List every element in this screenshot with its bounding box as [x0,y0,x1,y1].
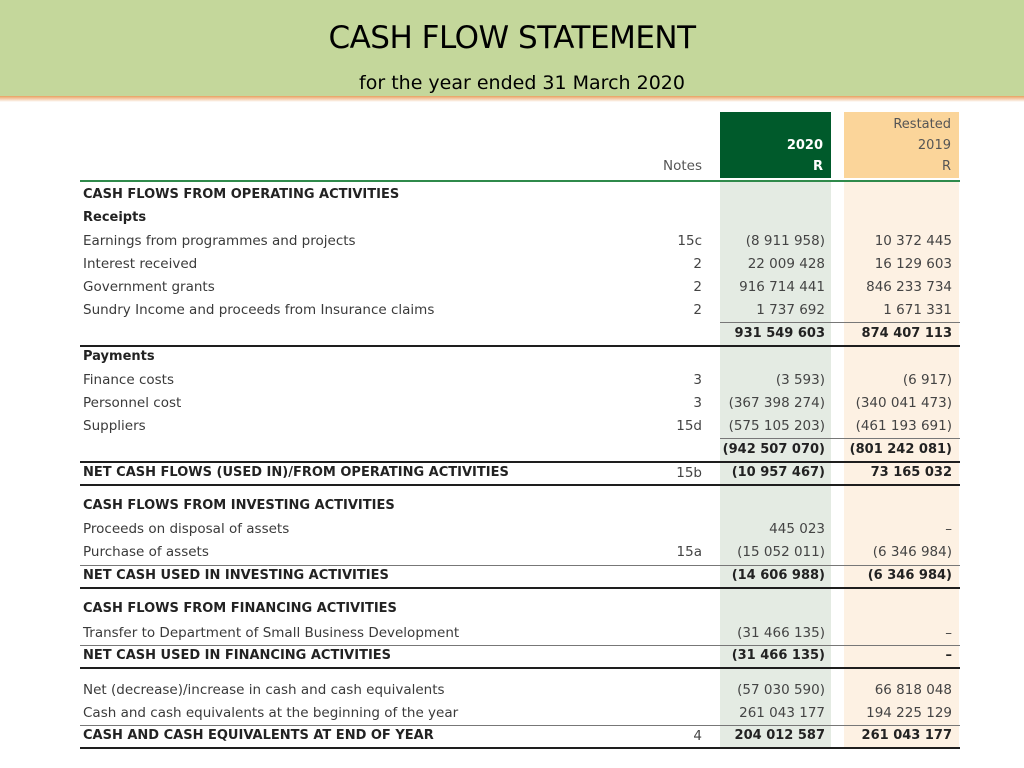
row-value-2020: (8 911 958) [745,233,825,249]
row-value-2019: (340 041 473) [855,395,952,411]
column-header-2020 [720,112,831,178]
row-note: 2 [693,279,702,295]
row-note: 15c [677,233,702,249]
subtotal-value-2020: 931 549 603 [734,326,825,341]
table-row [80,253,960,275]
table-row [80,276,960,298]
row-value-2019: 16 129 603 [874,256,952,272]
row-value-2019: – [945,648,952,663]
column-header-2020-year: 2020 [786,138,823,153]
table-row [80,207,960,229]
table-row [80,565,960,587]
row-value-2019: 73 165 032 [870,465,952,480]
table-row [80,369,960,391]
table-row [80,495,960,517]
row-value-2019: 66 818 048 [874,682,952,698]
row-label: CASH FLOWS FROM INVESTING ACTIVITIES [83,498,395,513]
row-value-2020: (10 957 467) [731,465,825,480]
subtotal-value-2019: (801 242 081) [849,442,952,457]
row-note: 15d [676,418,702,434]
table-row [80,392,960,414]
investing-net-rule [80,587,960,589]
column-header-2019 [844,112,959,178]
row-note: 4 [693,728,702,744]
column-header-2019-unit: R [941,159,951,174]
column-header-2019-year: 2019 [917,138,951,153]
table-row [80,184,960,206]
row-value-2020: (3 593) [775,372,825,388]
row-label: CASH AND CASH EQUIVALENTS AT END OF YEAR [83,728,434,743]
row-value-2019: 10 372 445 [874,233,952,249]
row-note: 3 [693,372,702,388]
row-label: Finance costs [83,372,174,388]
row-value-2020: 204 012 587 [734,728,825,743]
column-header-2019-prefix: Restated [893,117,951,132]
row-value-2019: (6 346 984) [872,544,952,560]
table-row [80,299,960,321]
subtotal-value-2019: 874 407 113 [861,326,952,341]
notes-column-header: Notes [663,158,702,174]
row-label: Interest received [83,256,198,272]
row-value-2020: (31 466 135) [731,648,825,663]
row-label: Suppliers [83,418,146,434]
row-value-2020: 1 737 692 [756,302,825,318]
subtitle-text: for the year ended 31 March 2020 [359,72,685,94]
row-value-2020: (57 030 590) [737,682,825,698]
financing-net-rule [80,667,960,669]
row-label: Cash and cash equivalents at the beginning of the year [83,705,459,721]
table-row [80,230,960,252]
row-label: Payments [83,349,155,364]
row-note: 2 [693,256,702,272]
page-subtitle [0,72,1024,94]
row-label: Transfer to Department of Small Business Development [83,625,460,641]
subtotal-row [80,439,960,461]
row-value-2019: 261 043 177 [861,728,952,743]
subtotal-row [80,323,960,345]
table-top-rule [80,180,960,182]
row-value-2020: 261 043 177 [739,705,825,721]
row-note: 2 [693,302,702,318]
row-value-2020: (575 105 203) [728,418,825,434]
row-label: NET CASH FLOWS (USED IN)/FROM OPERATING ACTIVITIES [83,465,509,480]
row-label: NET CASH USED IN INVESTING ACTIVITIES [83,568,389,583]
table-row [80,346,960,368]
table-row [80,679,960,701]
row-label: CASH FLOWS FROM OPERATING ACTIVITIES [83,187,400,202]
page-title: CASH FLOW STATEMENT [328,20,696,56]
row-label: Purchase of assets [83,544,209,560]
row-value-2020: 916 714 441 [739,279,825,295]
table-row [80,541,960,563]
operating-net-rule [80,484,960,486]
table-row [80,645,960,667]
row-label: Proceeds on disposal of assets [83,521,290,537]
banner-shadow [0,96,1024,102]
row-value-2019: 194 225 129 [866,705,952,721]
row-label: NET CASH USED IN FINANCING ACTIVITIES [83,648,392,663]
table-row [80,518,960,540]
table-row [80,725,960,747]
row-label: Government grants [83,279,215,295]
table-row [80,598,960,620]
row-value-2020: (367 398 274) [728,395,825,411]
row-value-2019: (6 917) [902,372,952,388]
row-value-2019: – [945,521,952,537]
table-row [80,622,960,644]
row-value-2019: (461 193 691) [855,418,952,434]
row-value-2020: (15 052 011) [737,544,825,560]
table-row [80,702,960,724]
row-label: CASH FLOWS FROM FINANCING ACTIVITIES [83,601,397,616]
row-label: Sundry Income and proceeds from Insurance claims [83,302,435,318]
closing-total-rule [80,747,960,749]
row-note: 3 [693,395,702,411]
row-value-2019: (6 346 984) [867,568,952,583]
row-label: Earnings from programmes and projects [83,233,356,249]
row-value-2020: 445 023 [769,521,825,537]
row-value-2019: 846 233 734 [866,279,952,295]
row-value-2020: 22 009 428 [747,256,825,272]
table-row [80,462,960,484]
row-value-2020: (31 466 135) [737,625,825,641]
row-note: 15b [676,465,702,481]
row-label: Net (decrease)/increase in cash and cash equivalents [83,682,445,698]
subtotal-value-2020: (942 507 070) [722,442,825,457]
row-value-2019: – [945,625,952,641]
row-note: 15a [676,544,702,560]
table-row [80,415,960,437]
column-header-2020-unit: R [812,159,823,174]
row-label: Personnel cost [83,395,182,411]
row-label: Receipts [83,210,147,225]
row-value-2020: (14 606 988) [731,568,825,583]
row-value-2019: 1 671 331 [883,302,952,318]
